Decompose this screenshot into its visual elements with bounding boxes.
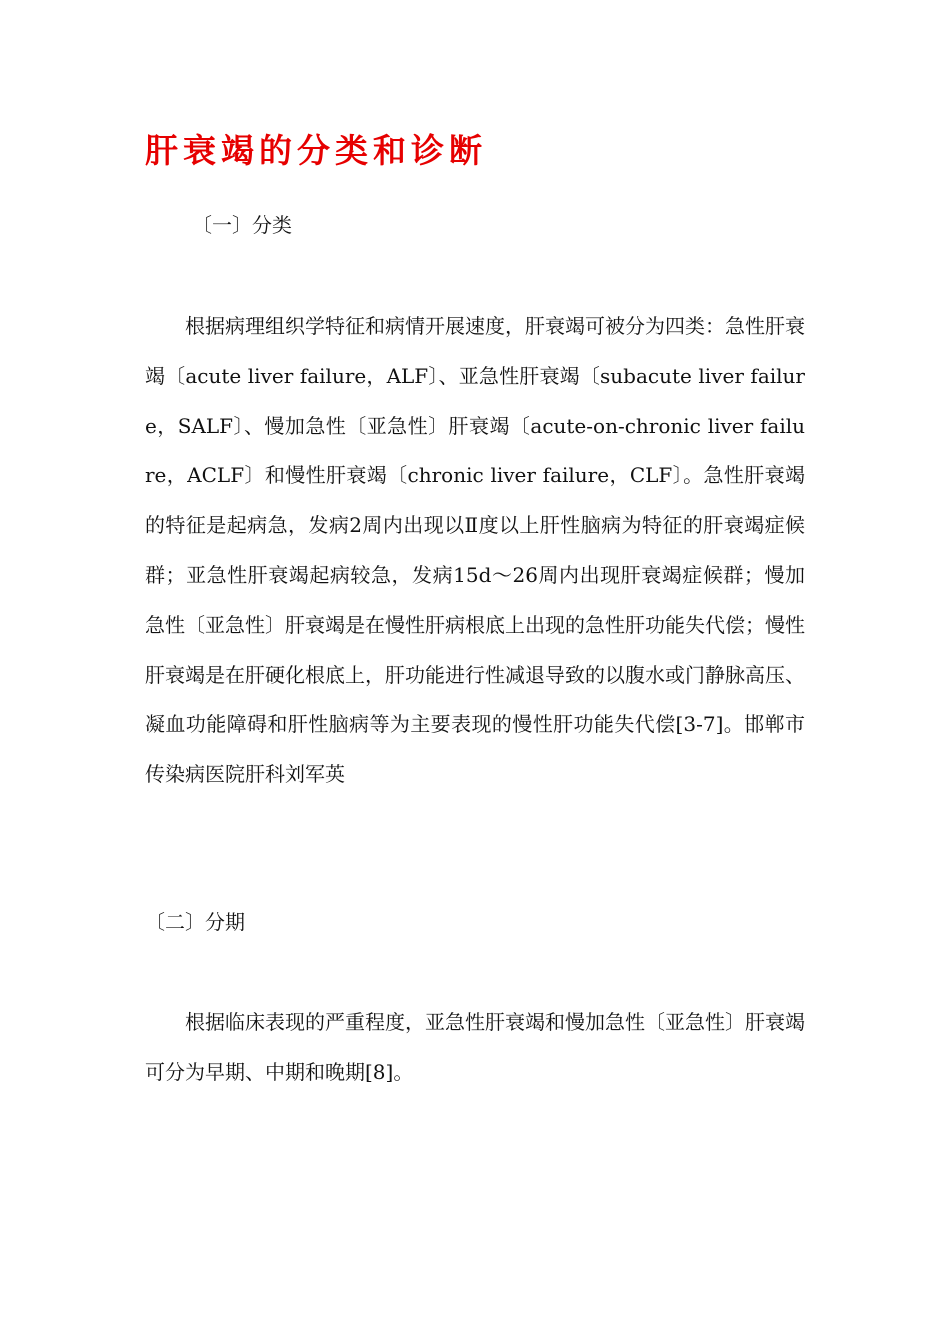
section-heading-staging: 〔二〕分期 bbox=[145, 910, 245, 934]
section-heading-classification: 〔一〕分类 bbox=[192, 213, 292, 237]
document-title: 肝衰竭的分类和诊断 bbox=[145, 131, 487, 170]
section-paragraph-staging: 根据临床表现的严重程度，亚急性肝衰竭和慢加急性〔亚急性〕肝衰竭可分为早期、中期和晚期[8]。 bbox=[145, 1010, 805, 1084]
section-paragraph-classification: 根据病理组织学特征和病情开展速度，肝衰竭可被分为四类：急性肝衰竭〔acute liver failure，ALF〕、亚急性肝衰竭〔subacute liver failure，SALF〕、慢加急性〔亚急性〕肝衰竭〔acute-on-chronic liver failure，ACLF〕和慢性肝衰竭〔chronic liver failure，CLF〕。急性肝衰竭的特征是起病急，发病2周内出现以Ⅱ度以上肝性脑病为特征的肝衰竭症候群；亚急性肝衰竭起病较急，发病15d～26周内出现肝衰竭症候群；慢加急性〔亚急性〕肝衰竭是在慢性肝病根底上出现的急性肝功能失代偿；慢性肝衰竭是在肝硬化根底上，肝功能进行性减退导致的以腹水或门静脉高压、凝血功能障碍和肝性脑病等为主要表现的慢性肝功能失代偿[3-7]。邯郸市传染病医院肝科刘军英 bbox=[145, 314, 805, 787]
